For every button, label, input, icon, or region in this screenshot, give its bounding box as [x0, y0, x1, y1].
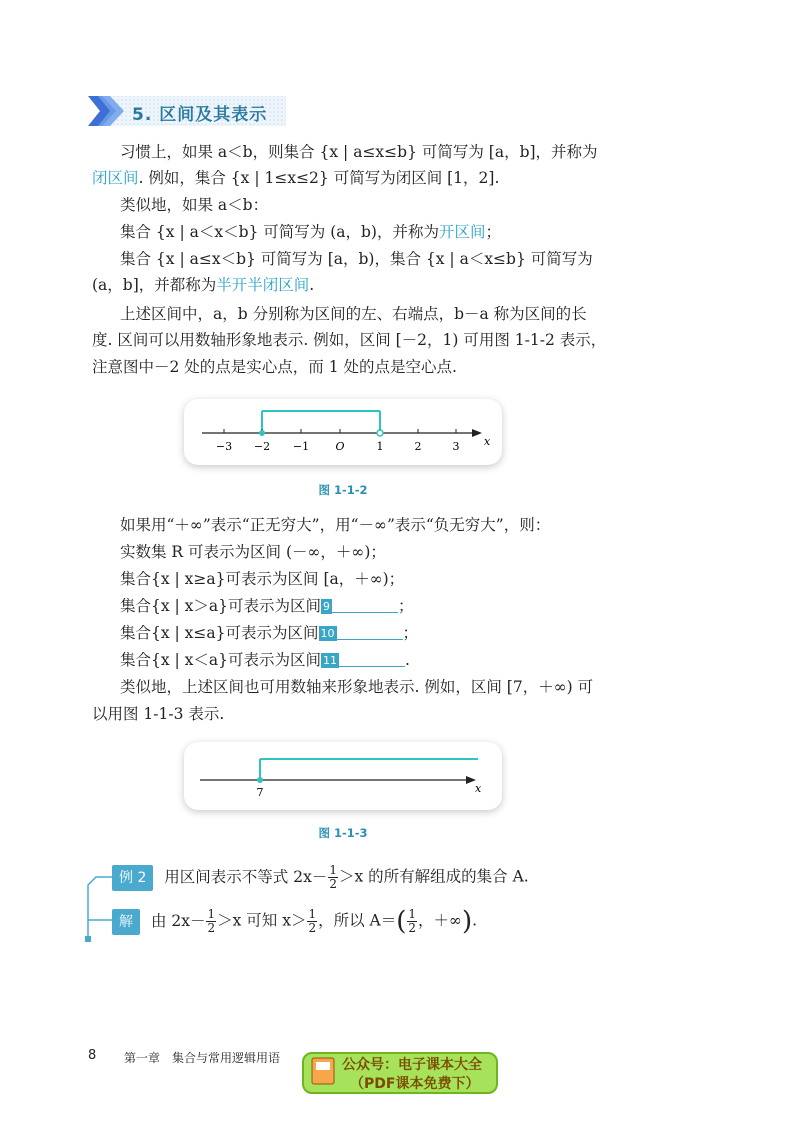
- figure-number-line-2: [184, 742, 502, 810]
- paragraph-line: 习惯上，如果 a＜b，则集合 {x | a≤x≤b} 可简写为 [a，b]，并称为: [120, 143, 598, 161]
- paragraph-line: [92, 166, 612, 190]
- paragraph-line: 类似地，如果 a＜b：: [120, 196, 269, 214]
- paragraph-text: 集合{x | x≤a}可表示为区间: [120, 624, 319, 642]
- number-line-graphic: [184, 742, 502, 810]
- paragraph-line: 注意图中－2 处的点是实心点，而 1 处的点是空心点.: [92, 358, 457, 376]
- paragraph-line: 类似地，上述区间也可用数轴来形象地表示. 例如，区间 [7，＋∞) 可: [120, 678, 594, 696]
- stamp-line: （PDF课本免费下）: [350, 1076, 480, 1092]
- solution-text: ＞x 可知 x＞: [217, 911, 307, 930]
- axis-label: x: [475, 782, 482, 795]
- blank-number: 9: [323, 600, 331, 613]
- hollow-dot: [377, 430, 383, 436]
- paragraph-text: (a，b]，并都称为: [92, 276, 217, 294]
- example-text: 用区间表示不等式 2x－: [164, 867, 328, 886]
- answer-blank[interactable]: [337, 625, 403, 640]
- number-line-graphic: [184, 399, 502, 465]
- figure-caption: 图 1-1-2: [318, 483, 368, 497]
- answer-blank[interactable]: [339, 652, 405, 667]
- fraction: $\frac{1}{2}$: [329, 863, 337, 891]
- fraction: $\frac{1}{2}$: [308, 907, 317, 935]
- paragraph-text: .: [405, 651, 410, 669]
- watermark-stamp: [302, 1052, 498, 1094]
- figure-number-line-1: [184, 399, 502, 465]
- paragraph-line: [92, 594, 640, 618]
- paragraph-text: ；: [402, 624, 419, 642]
- page-number: 8: [88, 1048, 97, 1063]
- paragraph-line: 如果用“＋∞”表示“正无穷大”，用“－∞”表示“负无穷大”，则：: [120, 516, 551, 534]
- example-line: [112, 864, 582, 891]
- term-closed-interval: 闭区间: [92, 169, 139, 187]
- term-half-open-interval: 半开半闭区间: [216, 276, 310, 294]
- tick-label: O: [335, 440, 345, 453]
- paragraph-line: 上述区间中，a，b 分别称为区间的左、右端点，b－a 称为区间的长: [120, 305, 587, 323]
- blank-number: 11: [323, 654, 338, 667]
- term-open-interval: 开区间: [439, 223, 486, 241]
- paragraph-line: [92, 220, 640, 244]
- solid-dot: [259, 430, 265, 436]
- blank-number: 10: [320, 627, 335, 640]
- solution-text: ，所以 A＝: [318, 911, 397, 930]
- paragraph-text: 集合{x | x＞a}可表示为区间: [120, 597, 322, 615]
- tick-label: 2: [414, 440, 422, 453]
- figure-caption: 图 1-1-3: [318, 826, 368, 840]
- paragraph-line: 集合{x | x≥a}可表示为区间 [a，＋∞)；: [120, 570, 405, 588]
- answer-blank[interactable]: [332, 598, 398, 613]
- paragraph-text: ；: [485, 223, 502, 241]
- paragraph-line: [92, 648, 640, 672]
- paragraph-text: . 例如，集合 {x | 1≤x≤2} 可简写为闭区间 [1，2].: [138, 169, 500, 187]
- paragraph-line: [92, 621, 640, 645]
- solution-tag: 解: [112, 909, 140, 935]
- axis-label: x: [484, 435, 491, 448]
- tick-label: −2: [253, 440, 271, 453]
- solid-dot: [257, 777, 263, 783]
- paragraph-line: 度. 区间可以用数轴形象地表示. 例如，区间 [－2，1) 可用图 1-1-2 表示，: [92, 331, 607, 349]
- example-text: ＞x 的所有解组成的集合 A.: [338, 867, 529, 886]
- paragraph-line: 集合 {x | a≤x＜b} 可简写为 [a，b)，集合 {x | a＜x≤b} 可简写为: [120, 250, 593, 268]
- section-title: 5. 区间及其表示: [132, 105, 268, 125]
- solution-text: .: [472, 911, 478, 930]
- example-tag: 例 2: [112, 865, 153, 891]
- paragraph-line: [92, 273, 612, 297]
- tick-label: 1: [376, 440, 384, 453]
- tick-label: −1: [292, 440, 310, 453]
- paragraph-text: ；: [398, 597, 414, 615]
- tick-label: −3: [215, 440, 233, 453]
- example-bracket: [84, 862, 114, 944]
- paragraph-text: 集合{x | x＜a}可表示为区间: [120, 651, 322, 669]
- stamp-line: 公众号：电子课本大全: [342, 1057, 482, 1073]
- tick-label: 7: [256, 786, 264, 799]
- chapter-title: 第一章 集合与常用逻辑用语: [124, 1051, 281, 1065]
- section-header: [88, 94, 288, 128]
- paragraph-text: .: [309, 276, 315, 294]
- fraction: $\frac{1}{2}$: [408, 907, 417, 935]
- solution-text: ，＋∞: [418, 911, 462, 930]
- tick-label: 3: [452, 440, 460, 453]
- paragraph-text: 集合 {x | a＜x＜b} 可简写为 (a，b)，并称为: [120, 223, 439, 241]
- fraction: $\frac{1}{2}$: [207, 907, 216, 935]
- solution-text: 由 2x－: [150, 911, 206, 930]
- paragraph-line: 实数集 R 可表示为区间 (－∞，＋∞)；: [120, 543, 386, 561]
- paragraph-line: 以用图 1-1-3 表示.: [92, 705, 225, 723]
- solution-line: 解 由 2x－ $\frac{1}{2}$ ＞x 可知 x＞ $\frac{1}{2}$ ，所以 A＝( $\frac{1}{2}$ ，＋∞).: [112, 908, 582, 935]
